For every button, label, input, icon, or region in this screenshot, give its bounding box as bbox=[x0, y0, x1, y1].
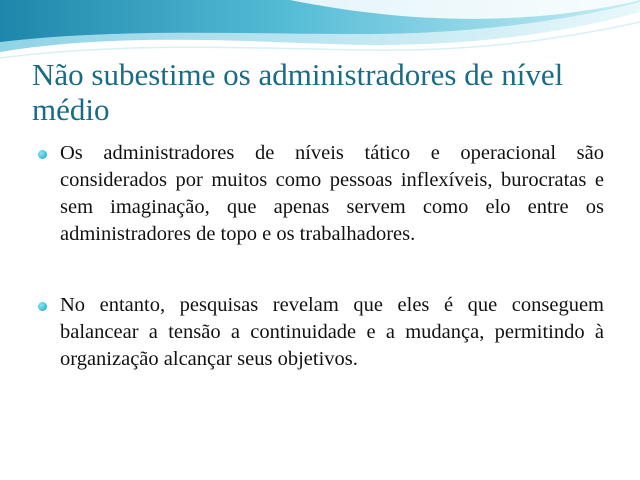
bullet-list bbox=[38, 140, 604, 373]
bullet-item bbox=[38, 140, 604, 248]
bullet-icon bbox=[38, 150, 47, 159]
bullet-text: No entanto, pesquisas revelam que eles é que conseguem balancear a tensão a continuidade e a mudança, permitindo à organização alcançar seus objetivos. bbox=[60, 294, 604, 370]
bullet-icon bbox=[38, 302, 47, 311]
slide-title: Não subestime os administradores de nível médio bbox=[32, 57, 564, 127]
bullet-text: Os administradores de níveis tático e operacional são considerados por muitos como pessoas inflexíveis, burocratas e sem imaginação, que apenas servem como elo entre os administradores de topo e os trabalhadores. bbox=[60, 142, 604, 245]
bullet-item bbox=[38, 292, 604, 373]
